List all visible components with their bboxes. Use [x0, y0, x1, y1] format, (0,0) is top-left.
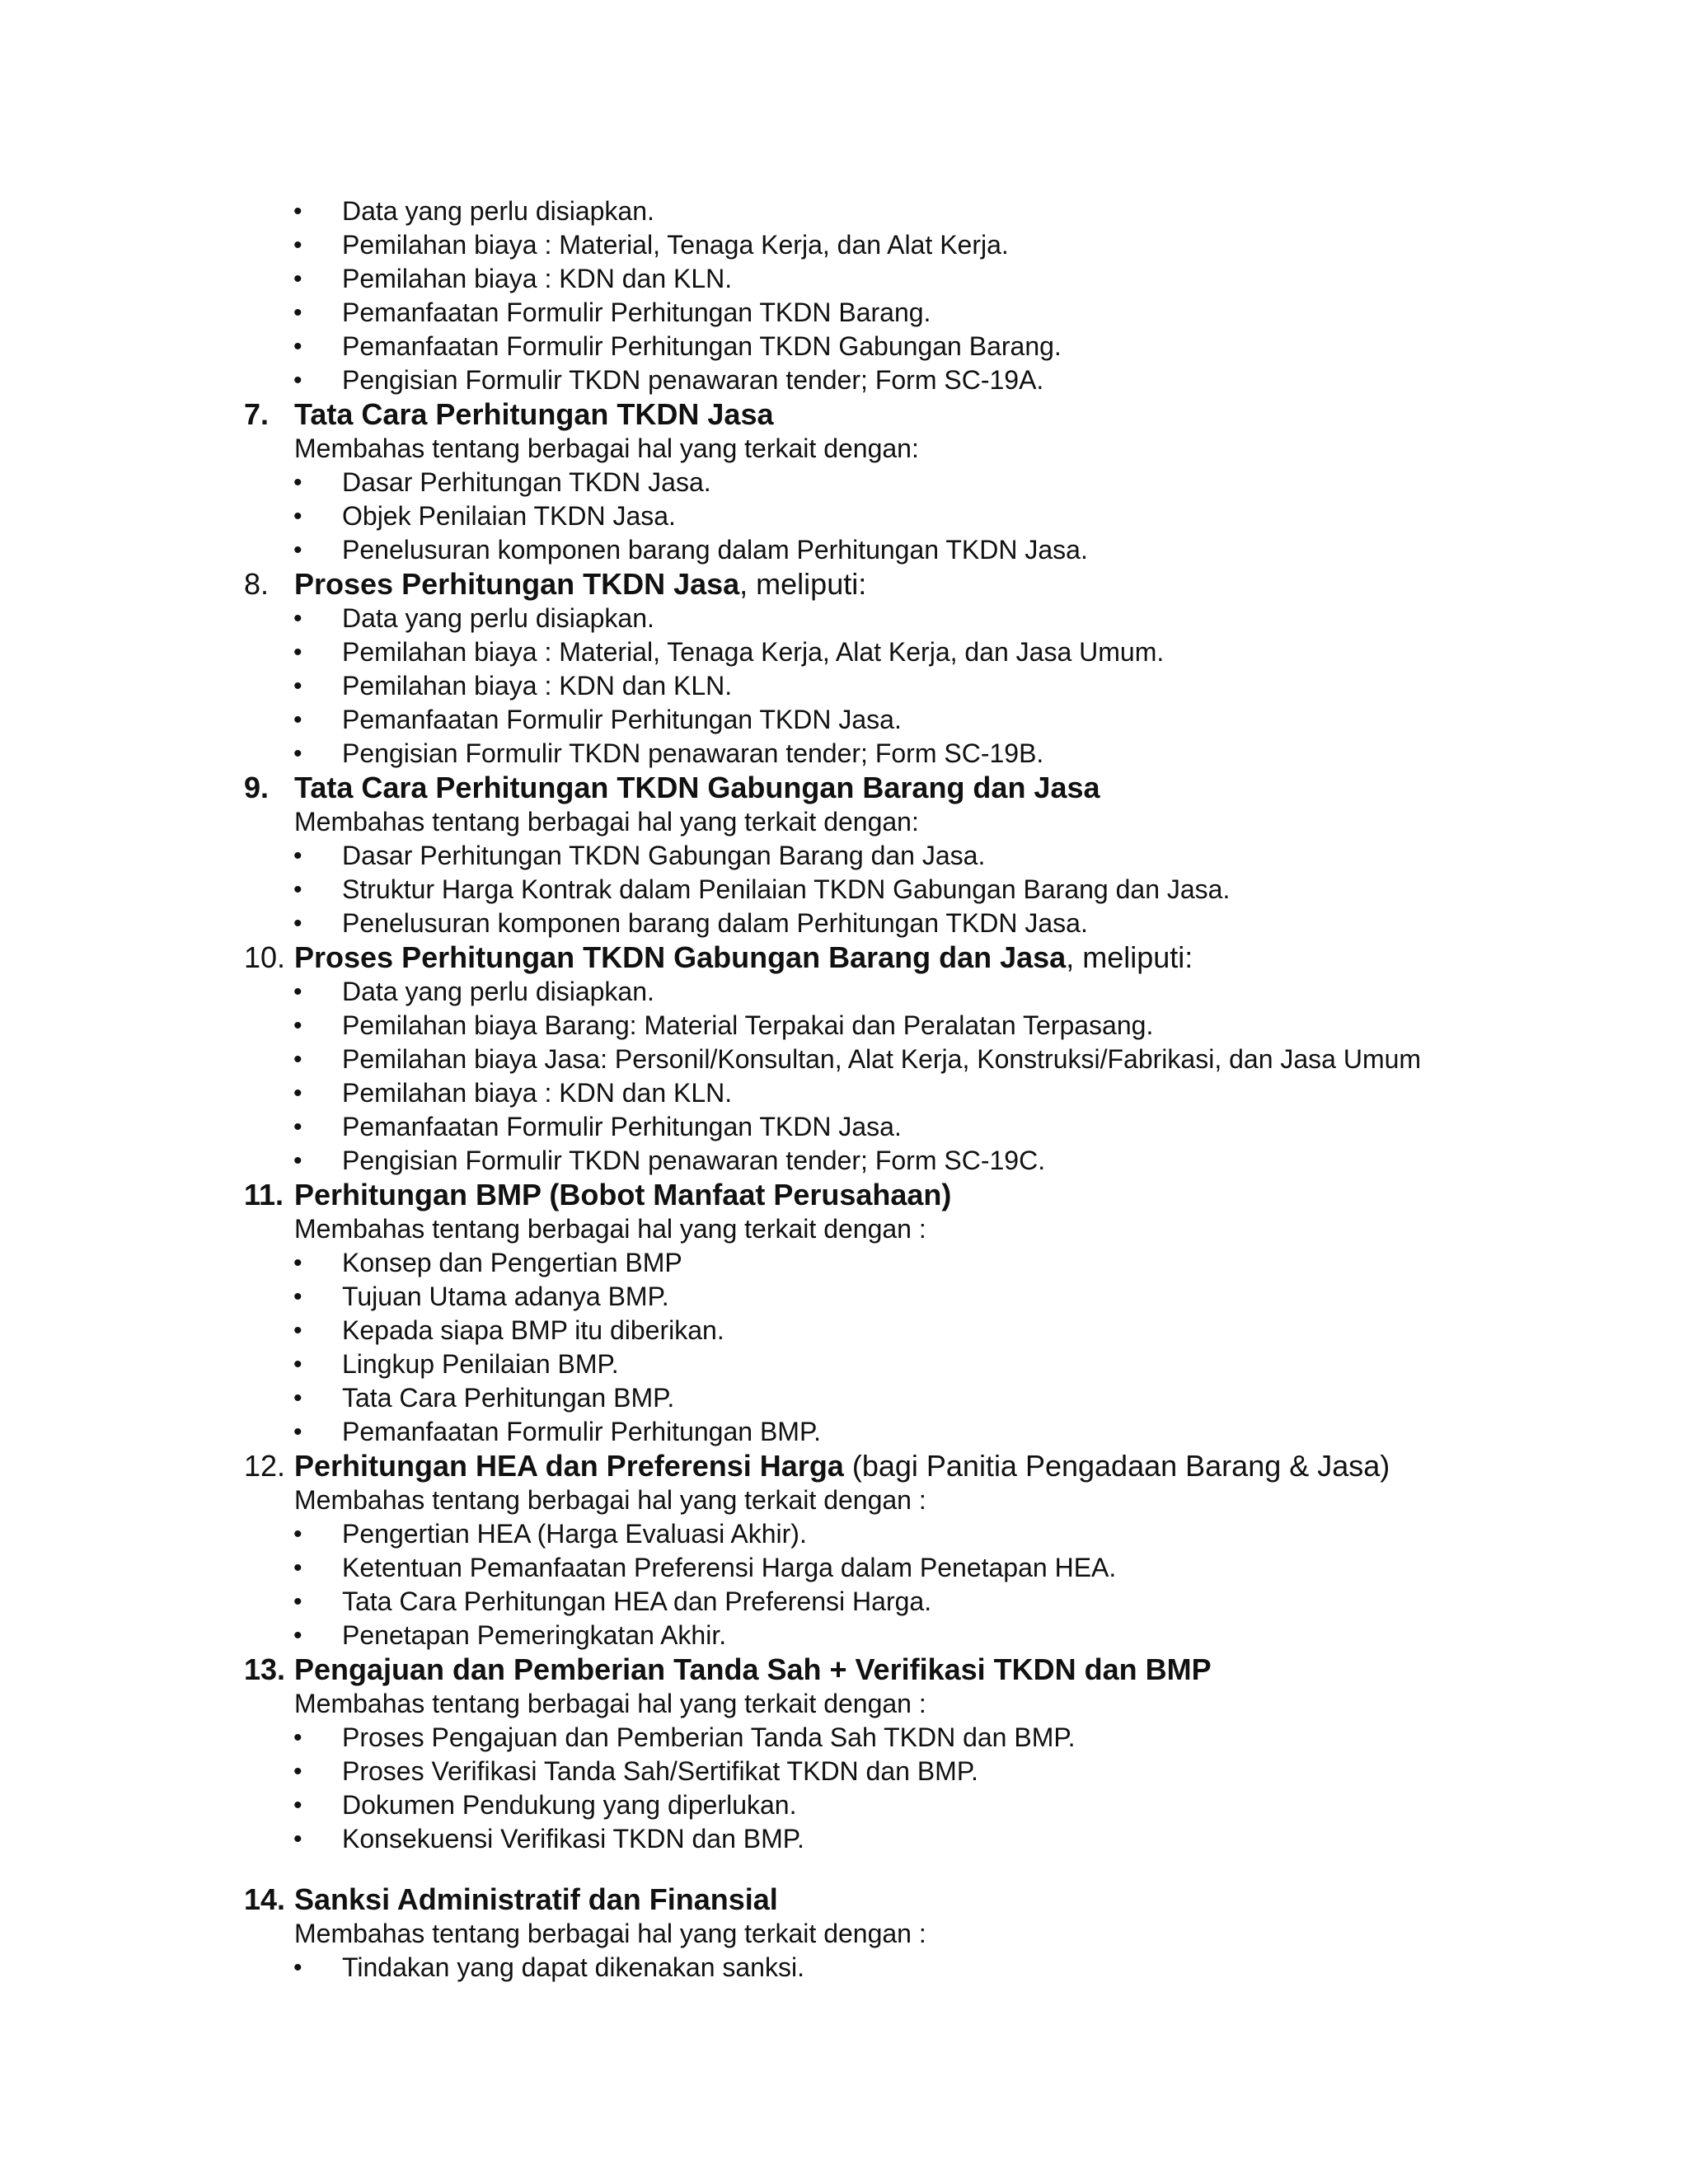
list-item: • Tata Cara Perhitungan HEA dan Preferensi Harga. [0, 1585, 1688, 1619]
section-intro: Membahas tentang berbagai hal yang terkait dengan: [294, 807, 919, 837]
list-item: • Tindakan yang dapat dikenakan sanksi. [0, 1951, 1688, 1985]
list-item: • Penetapan Pemeringkatan Akhir. [0, 1619, 1688, 1652]
list-item: • Lingkup Penilaian BMP. [0, 1347, 1688, 1381]
list-item: • Kepada siapa BMP itu diberikan. [0, 1314, 1688, 1347]
section-title: Tata Cara Perhitungan TKDN Jasa [294, 397, 774, 431]
section-title: Tata Cara Perhitungan TKDN Gabungan Barang dan Jasa [294, 771, 1100, 804]
list-item: • Pemanfaatan Formulir Perhitungan TKDN Jasa. [0, 1110, 1688, 1144]
list-item: • Konsep dan Pengertian BMP [0, 1246, 1688, 1280]
section-11 [0, 1178, 1688, 1449]
list-item: • Objek Penilaian TKDN Jasa. [0, 499, 1688, 533]
section-number: 10. [244, 940, 286, 974]
list-item: • Pengisian Formulir TKDN penawaran tender; Form SC-19C. [0, 1144, 1688, 1178]
list-item: • Pemilahan biaya : Material, Tenaga Kerja, Alat Kerja, dan Jasa Umum. [0, 635, 1688, 669]
section-spacer [0, 1856, 1688, 1882]
section-bullet-list [0, 975, 1688, 1178]
section-title: Perhitungan BMP (Bobot Manfaat Perusahaan) [294, 1178, 952, 1212]
list-item: • Konsekuensi Verifikasi TKDN dan BMP. [0, 1822, 1688, 1856]
section-title: Proses Perhitungan TKDN Gabungan Barang dan Jasa [294, 940, 1067, 974]
section-heading [0, 1449, 1688, 1483]
list-item: • Pemanfaatan Formulir Perhitungan BMP. [0, 1415, 1688, 1449]
section-bullet-list [0, 1721, 1688, 1856]
list-item: • Proses Verifikasi Tanda Sah/Sertifikat TKDN dan BMP. [0, 1755, 1688, 1788]
section-title-suffix: , meliputi: [1066, 940, 1193, 974]
list-item: • Pemilahan biaya : KDN dan KLN. [0, 1076, 1688, 1110]
section-bullet-list [0, 1246, 1688, 1449]
list-item: • Pemanfaatan Formulir Perhitungan TKDN Barang. [0, 296, 1688, 330]
section-heading [0, 1882, 1688, 1917]
section-7 [0, 397, 1688, 567]
section-intro: Membahas tentang berbagai hal yang terkait dengan : [294, 1919, 926, 1948]
list-item: • Pemilahan biaya Barang: Material Terpakai dan Peralatan Terpasang. [0, 1009, 1688, 1043]
section-bullet-list [0, 602, 1688, 771]
list-item: • Pemilahan biaya : KDN dan KLN. [0, 262, 1688, 296]
list-item: • Pemilahan biaya : Material, Tenaga Kerja, dan Alat Kerja. [0, 228, 1688, 262]
list-item: • Proses Pengajuan dan Pemberian Tanda Sah TKDN dan BMP. [0, 1721, 1688, 1755]
section-title: Proses Perhitungan TKDN Jasa [294, 567, 740, 601]
section-heading [0, 397, 1688, 432]
list-item: • Data yang perlu disiapkan. [0, 602, 1688, 635]
section-bullet-list [0, 839, 1688, 940]
list-item: • Dasar Perhitungan TKDN Jasa. [0, 466, 1688, 499]
list-item: • Tata Cara Perhitungan BMP. [0, 1381, 1688, 1415]
section-14 [0, 1882, 1688, 1985]
list-item: • Pengisian Formulir TKDN penawaran tender; Form SC-19A. [0, 363, 1688, 397]
section-number: 14. [244, 1882, 286, 1916]
lead-bullet-list [0, 194, 1688, 397]
section-heading [0, 567, 1688, 602]
list-item: • Pengertian HEA (Harga Evaluasi Akhir). [0, 1517, 1688, 1551]
section-intro: Membahas tentang berbagai hal yang terkait dengan : [294, 1214, 926, 1244]
list-item: • Penelusuran komponen barang dalam Perhitungan TKDN Jasa. [0, 907, 1688, 940]
section-9 [0, 771, 1688, 940]
list-item: • Dasar Perhitungan TKDN Gabungan Barang dan Jasa. [0, 839, 1688, 873]
list-item: • Pemilahan biaya : KDN dan KLN. [0, 669, 1688, 703]
section-bullet-list [0, 1517, 1688, 1652]
section-8 [0, 567, 1688, 771]
section-13 [0, 1652, 1688, 1856]
section-heading [0, 771, 1688, 805]
section-12 [0, 1449, 1688, 1652]
list-item: • Penelusuran komponen barang dalam Perhitungan TKDN Jasa. [0, 533, 1688, 567]
section-title-suffix: , meliputi: [739, 567, 867, 601]
section-bullet-list [0, 1951, 1688, 1985]
list-item: • Data yang perlu disiapkan. [0, 975, 1688, 1009]
list-item: • Pemanfaatan Formulir Perhitungan TKDN Gabungan Barang. [0, 330, 1688, 363]
section-heading [0, 940, 1688, 975]
section-number: 8. [244, 567, 270, 601]
section-number: 13. [244, 1652, 286, 1686]
list-item: • Pemilahan biaya Jasa: Personil/Konsultan, Alat Kerja, Konstruksi/Fabrikasi, dan Jasa Umum [0, 1043, 1688, 1076]
section-number: 9. [244, 771, 270, 804]
section-title: Perhitungan HEA dan Preferensi Harga [294, 1449, 844, 1483]
section-number: 12. [244, 1449, 286, 1483]
list-item: • Pemanfaatan Formulir Perhitungan TKDN Jasa. [0, 703, 1688, 737]
section-heading [0, 1652, 1688, 1687]
section-intro: Membahas tentang berbagai hal yang terkait dengan : [294, 1485, 926, 1515]
section-number: 7. [244, 397, 270, 431]
list-item: • Pengisian Formulir TKDN penawaran tender; Form SC-19B. [0, 737, 1688, 771]
section-intro: Membahas tentang berbagai hal yang terkait dengan : [294, 1689, 926, 1718]
section-title: Pengajuan dan Pemberian Tanda Sah + Verifikasi TKDN dan BMP [294, 1652, 1212, 1686]
section-10 [0, 940, 1688, 1178]
list-item: • Dokumen Pendukung yang diperlukan. [0, 1788, 1688, 1822]
section-title-suffix: (bagi Panitia Pengadaan Barang & Jasa) [843, 1449, 1390, 1483]
page-content [0, 194, 1688, 1985]
list-item: • Struktur Harga Kontrak dalam Penilaian TKDN Gabungan Barang dan Jasa. [0, 873, 1688, 907]
section-heading [0, 1178, 1688, 1212]
list-item: • Data yang perlu disiapkan. [0, 194, 1688, 228]
section-intro: Membahas tentang berbagai hal yang terkait dengan: [294, 434, 919, 463]
section-title: Sanksi Administratif dan Finansial [294, 1882, 778, 1916]
list-item: • Ketentuan Pemanfaatan Preferensi Harga dalam Penetapan HEA. [0, 1551, 1688, 1585]
list-item: • Tujuan Utama adanya BMP. [0, 1280, 1688, 1314]
section-number: 11. [244, 1178, 284, 1212]
section-bullet-list [0, 466, 1688, 567]
